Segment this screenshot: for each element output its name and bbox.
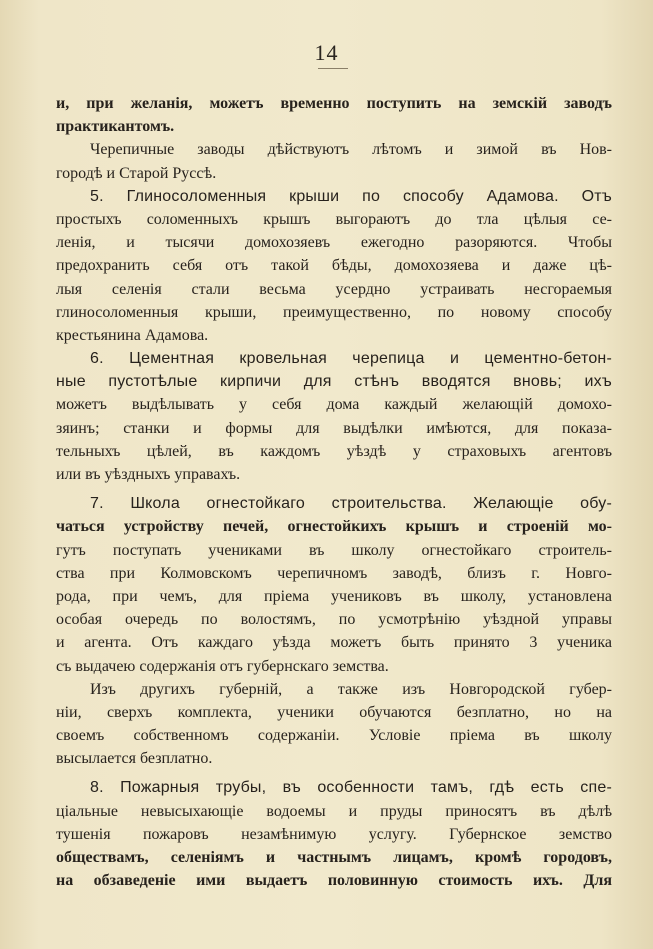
text-line: тушенія пожаровъ незамѣнимую услугу. Губернское земство	[56, 825, 612, 843]
text-line: глиносоломенныя крыши, преимущественно, по новому способу	[56, 303, 612, 321]
section-7-heading-line: 7. Школа огнестойкаго строительства. Желающіе обу-	[90, 495, 612, 513]
text-line: ніи, сверхъ комплекта, ученики обучаются безплатно, но на	[56, 703, 612, 721]
text-line: лыя селенія стали весьма усердно устраивать несгораемыя	[56, 280, 612, 298]
text-line: или въ уѣздныхъ управахъ.	[56, 466, 241, 483]
text-line: особая очередь по волостямъ, по усмотрѣнію уѣздной управы	[56, 611, 612, 629]
page-number-rule	[318, 68, 348, 69]
text-line: обществамъ, селеніямъ и частнымъ лицамъ, кромѣ городовъ,	[56, 849, 612, 866]
text-line: съ выдачею содержанія отъ губернскаго земства.	[56, 657, 389, 675]
section-5-heading-line: 5. Глиносоломенныя крыши по способу Адамова. Отъ	[90, 187, 612, 205]
text-line: гутъ поступать учениками въ школу огнестойкаго строитель-	[56, 541, 612, 559]
text-line: Изъ другихъ губерній, а также изъ Новгородской губер-	[90, 680, 612, 698]
body-text	[56, 92, 612, 892]
section-6-heading-line: 6. Цементная кровельная черепица и цементно-бетон-	[90, 350, 612, 368]
text-line: своемъ собственномъ содержаніи. Условіе пріема въ школу	[56, 727, 612, 745]
text-line: практикантомъ.	[56, 118, 175, 136]
text-line: рода, при чемъ, для пріема учениковъ въ школу, установлена	[56, 587, 612, 605]
text-line: предохранить себя отъ такой бѣды, домохозяева и даже цѣ-	[56, 257, 612, 275]
text-line: городѣ и Старой Руссѣ.	[56, 164, 217, 182]
text-line: крестьянина Адамова.	[56, 326, 209, 344]
text-line: и агента. Отъ каждаго уѣзда можетъ быть принято 3 ученика	[56, 634, 612, 652]
text-line: ства при Колмовскомъ черепичномъ заводѣ, близъ г. Новго-	[56, 564, 612, 582]
section-8-heading-line: 8. Пожарныя трубы, въ особенности тамъ, гдѣ есть спе-	[90, 779, 612, 797]
text-line: высылается безплатно.	[56, 750, 213, 768]
text-line: можетъ выдѣлывать у себя дома каждый желающій домохо-	[56, 396, 612, 414]
text-line: ціальные невысыхающіе водоемы и пруды приносятъ въ дѣлѣ	[56, 802, 612, 820]
text-line: тельныхъ цѣлей, въ каждомъ уѣздѣ у страховыхъ агентовъ	[56, 442, 612, 460]
text-line: на обзаведеніе ими выдаетъ половинную стоимость ихъ. Для	[56, 872, 612, 890]
text-line: и, при желанія, можетъ временно поступить на земскій заводъ	[56, 95, 612, 112]
text-line: простыхъ соломенныхъ крышъ выгораютъ до тла цѣлыя се-	[56, 210, 612, 228]
page-number: 14	[314, 40, 339, 65]
text-line: зяинъ; станки и формы для выдѣлки имѣются, для показа-	[56, 419, 612, 437]
text-line: ные пустотѣлые кирпичи для стѣнъ вводятся вновь; ихъ	[56, 373, 612, 391]
text-line: Черепичные заводы дѣйствуютъ лѣтомъ и зимой въ Нов-	[90, 141, 612, 159]
text-line: ленія, и тысячи домохозяевъ ежегодно разоряются. Чтобы	[56, 234, 612, 252]
text-line: чаться устройству печей, огнестойкихъ крышъ и строеній мо-	[56, 518, 612, 536]
